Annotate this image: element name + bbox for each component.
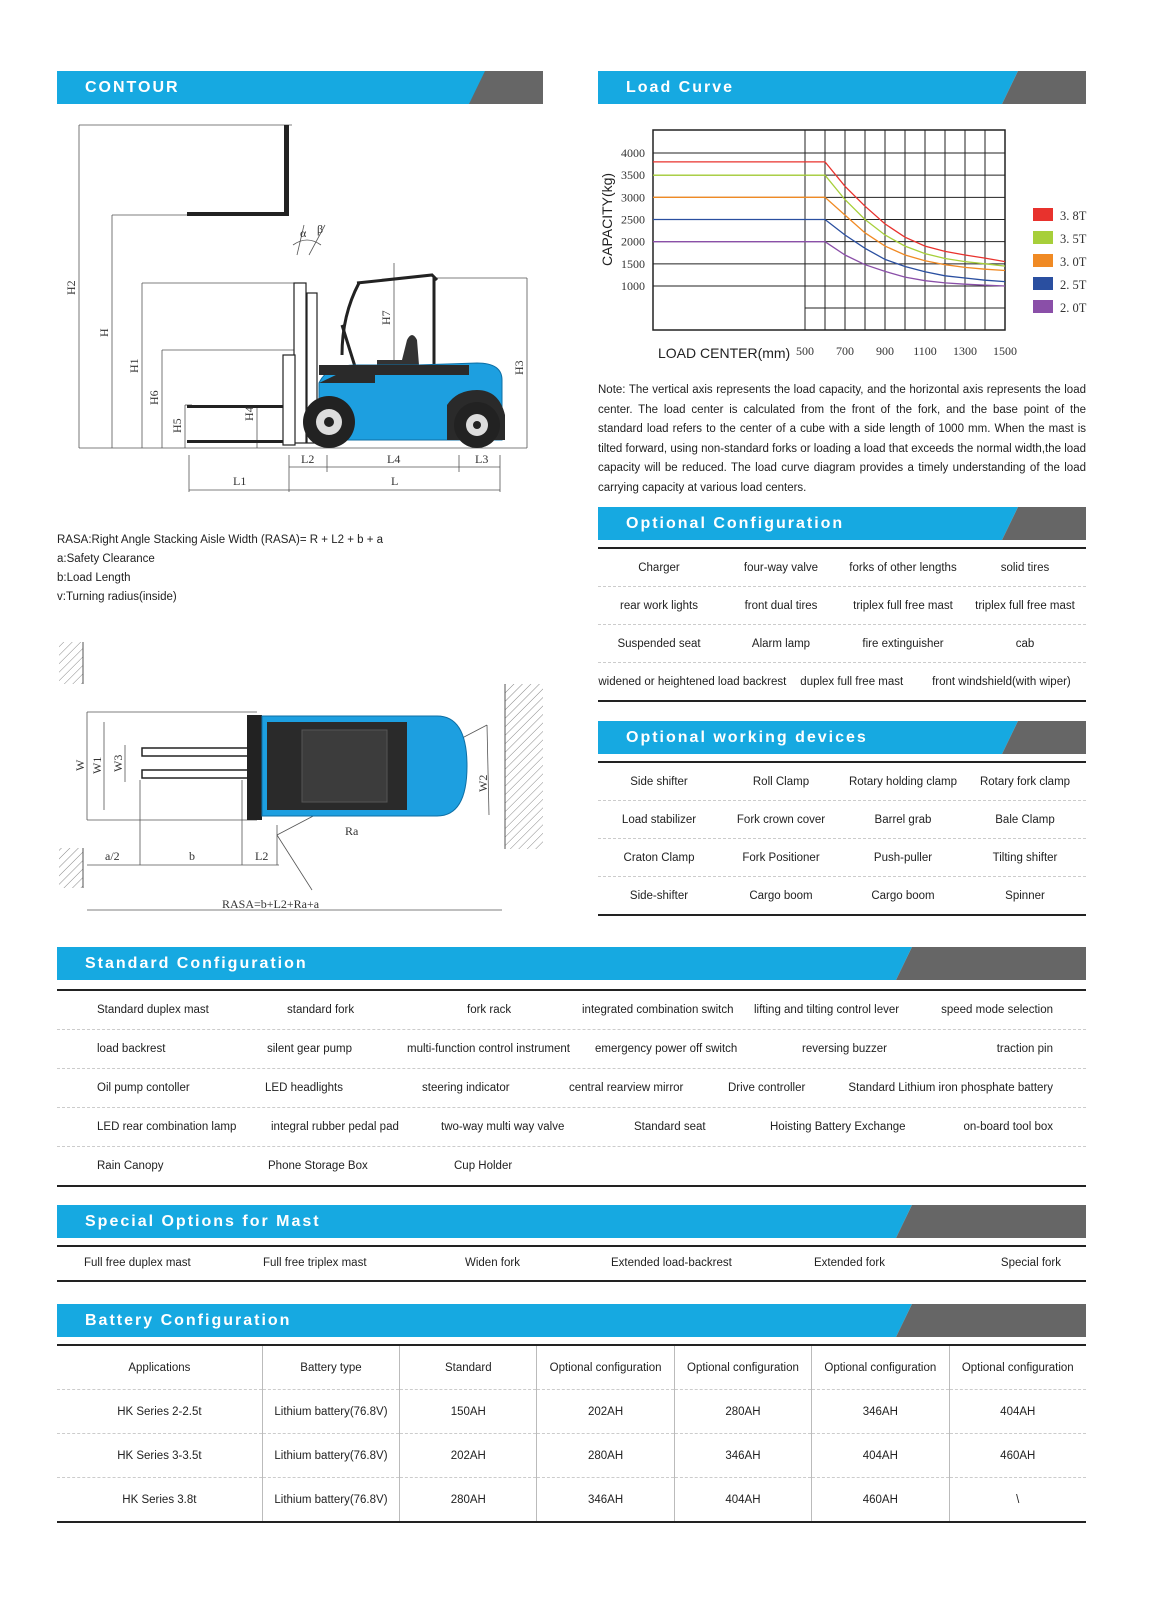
dim-label-beta: β (317, 222, 324, 236)
forklift-top-view-drawing (57, 640, 557, 930)
dim-label-a2: a/2 (105, 849, 120, 863)
chart-legend-label: 3. 5T (1060, 232, 1087, 246)
table-cell: Standard duplex mast (97, 1004, 209, 1016)
table-cell: 202AH (400, 1434, 537, 1478)
chart-legend-swatch (1033, 277, 1053, 290)
dim-label-h7: H7 (379, 310, 393, 325)
chart-x-tick-label: 700 (836, 344, 854, 358)
chart-x-tick-label: 900 (876, 344, 894, 358)
table-cell: 202AH (537, 1390, 674, 1434)
load-curve-header (598, 71, 1086, 104)
dim-label-w1: W1 (90, 756, 104, 774)
table-cell: 346AH (674, 1434, 811, 1478)
table-cell: Full free triplex mast (263, 1257, 367, 1269)
table-cell: Push-puller (873, 851, 933, 864)
rasa-notes (57, 531, 383, 607)
table-row (598, 625, 1086, 663)
dim-label-l2: L2 (301, 452, 315, 466)
table-cell: Roll Clamp (752, 775, 810, 788)
table-row (57, 1030, 1086, 1069)
table-cell: Fork Positioner (742, 851, 820, 864)
load-curve-chart (598, 118, 1088, 368)
table-cell: LED rear combination lamp (97, 1121, 237, 1133)
dim-label-w3: W3 (111, 754, 125, 772)
table-cell: cab (1015, 637, 1035, 650)
table-cell: on-board tool box (963, 1121, 1053, 1133)
dim-label-alpha: α (300, 226, 307, 240)
standard-config-header (57, 947, 1086, 980)
dim-label-ra: Ra (345, 824, 359, 838)
table-cell: Oil pump contoller (97, 1082, 190, 1094)
table-row (57, 1108, 1086, 1147)
rasa-note: b:Load Length (57, 572, 131, 584)
table-cell: four-way valve (743, 561, 819, 574)
dim-label-h4: H4 (242, 406, 256, 421)
dim-label-h: H (97, 328, 111, 337)
table-cell: Craton Clamp (623, 851, 695, 864)
chart-legend-label: 3. 8T (1060, 209, 1087, 223)
table-header-cell: Optional configuration (812, 1345, 949, 1390)
table-cell: integrated combination switch (582, 1004, 734, 1016)
table-cell: Charger (638, 561, 680, 574)
optional-config-title: Optional Configuration (626, 515, 845, 532)
chart-legend-swatch (1033, 300, 1053, 313)
chart-series-line (653, 220, 1005, 282)
table-cell: rear work lights (620, 599, 698, 612)
special-mast-title: Special Options for Mast (85, 1213, 321, 1230)
optional-config-header (598, 507, 1086, 540)
table-cell: two-way multi way valve (441, 1121, 565, 1133)
table-cell: Hoisting Battery Exchange (770, 1121, 906, 1133)
table-cell: front windshield(with wiper) (932, 675, 1071, 688)
table-cell: traction pin (996, 1043, 1053, 1055)
table-cell: Cargo boom (749, 889, 813, 902)
dim-label-l4: L4 (387, 452, 401, 466)
table-cell: Lithium battery(76.8V) (262, 1478, 399, 1523)
table-cell: Alarm lamp (751, 637, 811, 650)
table-cell: Suspended seat (617, 637, 701, 650)
dim-label-h6: H6 (147, 390, 161, 405)
load-curve-note: Note: The vertical axis represents the load capacity, and the horizontal axis represents the load center. The load center is calculated from the front of the fork, and the base point of the standard load refers to the center of a cube with a side length of 1000 mm. When the mast is tilted forward, using non-standard forks or loading a load that exceeds the normal width,the load capacity will be reduced. The load curve diagram provides a timely understanding of the load carrying capacity at various load centers. (598, 384, 1086, 494)
table-row (57, 991, 1086, 1030)
optional-config-table (598, 547, 1086, 702)
chart-y-tick-label: 1000 (621, 279, 645, 293)
chart-x-tick-label: 1500 (993, 344, 1017, 358)
table-cell: central rearview mirror (569, 1082, 684, 1094)
table-row (57, 1434, 1086, 1478)
dim-label-l2-top: L2 (255, 849, 269, 863)
table-cell: Lithium battery(76.8V) (262, 1434, 399, 1478)
table-cell: Spinner (1005, 889, 1045, 902)
table-row (57, 1390, 1086, 1434)
special-mast-header (57, 1205, 1086, 1238)
chart-y-tick-label: 3000 (621, 190, 645, 205)
table-cell: duplex full free mast (800, 675, 904, 688)
rasa-note: RASA:Right Angle Stacking Aisle Width (RASA)= R + L2 + b + a (57, 534, 383, 546)
table-cell: LED headlights (265, 1082, 343, 1094)
contour-title: CONTOUR (85, 79, 180, 96)
table-row (598, 587, 1086, 625)
chart-plot-frame (653, 130, 1005, 330)
dim-label-w2: W2 (476, 774, 490, 792)
table-cell: front dual tires (744, 599, 818, 612)
chart-legend-label: 3. 0T (1060, 255, 1087, 269)
special-mast-table (57, 1245, 1086, 1282)
dim-label-l3: L3 (475, 452, 489, 466)
table-cell: Rain Canopy (97, 1160, 164, 1172)
chart-y-tick-label: 2000 (621, 234, 645, 249)
table-cell: Drive controller (728, 1082, 806, 1094)
optional-devices-header (598, 721, 1086, 754)
dim-label-h5: H5 (170, 418, 184, 433)
table-cell: 404AH (674, 1478, 811, 1523)
table-cell: Side-shifter (629, 889, 689, 902)
table-cell: lifting and tilting control lever (754, 1004, 900, 1016)
table-cell: Widen fork (465, 1257, 520, 1269)
table-cell: triplex full free mast (975, 599, 1075, 612)
table-cell: Extended fork (814, 1257, 885, 1269)
chart-y-tick-label: 3500 (621, 168, 645, 183)
table-cell: Lithium battery(76.8V) (262, 1390, 399, 1434)
chart-series-line (653, 162, 1005, 262)
forklift-side-view-drawing (57, 115, 547, 505)
contour-header (57, 71, 543, 104)
table-cell: emergency power off switch (595, 1043, 738, 1055)
dim-label-h1: H1 (127, 358, 141, 373)
table-cell: fire extinguisher (862, 637, 944, 650)
chart-legend-swatch (1033, 208, 1053, 221)
table-cell: Extended load-backrest (611, 1257, 732, 1269)
table-row (598, 763, 1086, 801)
chart-x-tick-label: 1100 (913, 344, 937, 358)
table-cell: 346AH (537, 1478, 674, 1523)
table-row (57, 1247, 1086, 1280)
table-header-cell: Battery type (262, 1345, 399, 1390)
table-row (598, 549, 1086, 587)
table-cell: Special fork (1000, 1257, 1061, 1269)
table-header-cell: Optional configuration (949, 1345, 1086, 1390)
dim-label-w: W (73, 759, 87, 771)
table-cell: reversing buzzer (802, 1043, 888, 1055)
table-cell: 404AH (812, 1434, 949, 1478)
table-row (598, 839, 1086, 877)
table-cell: Standard Lithium iron phosphate battery (848, 1082, 1053, 1094)
table-cell: HK Series 3-3.5t (57, 1434, 262, 1478)
chart-y-tick-label: 2500 (621, 212, 645, 227)
chart-legend-swatch (1033, 254, 1053, 267)
table-cell: 280AH (537, 1434, 674, 1478)
table-cell: multi-function control instrument (407, 1043, 570, 1055)
table-cell: Fork crown cover (736, 813, 826, 826)
table-header-cell: Optional configuration (674, 1345, 811, 1390)
table-header-row (57, 1345, 1086, 1390)
table-cell: Phone Storage Box (268, 1160, 368, 1172)
dim-label-l: L (391, 474, 399, 488)
chart-y-tick-label: 4000 (621, 146, 645, 160)
rasa-note: v:Turning radius(inside) (57, 591, 177, 603)
table-cell: Rotary fork clamp (979, 775, 1071, 788)
battery-config-title: Battery Configuration (85, 1312, 292, 1329)
table-cell: steering indicator (422, 1082, 510, 1094)
chart-x-tick-label: 1300 (953, 344, 977, 358)
table-cell: Rotary holding clamp (848, 775, 958, 788)
table-cell: Standard seat (634, 1121, 706, 1133)
table-cell: Load stabilizer (621, 813, 697, 826)
chart-y-tick-label: 1500 (621, 256, 645, 271)
table-row (57, 1069, 1086, 1108)
table-cell: integral rubber pedal pad (271, 1121, 399, 1133)
table-row (57, 1147, 1086, 1185)
table-header-cell: Standard (400, 1345, 537, 1390)
dim-label-rasa: RASA=b+L2+Ra+a (222, 897, 320, 911)
table-cell: \ (1016, 1493, 1020, 1506)
table-cell: standard fork (287, 1004, 355, 1016)
table-cell: speed mode selection (941, 1004, 1053, 1016)
table-cell: solid tires (1000, 561, 1050, 574)
table-cell: 280AH (674, 1390, 811, 1434)
battery-config-header (57, 1304, 1086, 1337)
battery-config-table (57, 1344, 1086, 1523)
table-row (598, 801, 1086, 839)
table-cell: 460AH (812, 1478, 949, 1523)
dim-label-l1: L1 (233, 474, 247, 488)
table-header-cell: Optional configuration (537, 1345, 674, 1390)
standard-config-table (57, 989, 1086, 1187)
table-cell: 404AH (949, 1390, 1086, 1434)
table-cell: fork rack (467, 1004, 512, 1016)
chart-xlabel: LOAD CENTER(mm) (658, 345, 791, 361)
table-cell: Bale Clamp (995, 813, 1055, 826)
rasa-note: a:Safety Clearance (57, 553, 155, 565)
table-cell: 460AH (949, 1434, 1086, 1478)
load-curve-title: Load Curve (626, 79, 735, 96)
table-cell: forks of other lengths (849, 561, 957, 574)
table-row (598, 877, 1086, 914)
chart-legend-swatch (1033, 231, 1053, 244)
chart-legend-label: 2. 5T (1060, 278, 1087, 292)
table-cell: Cup Holder (454, 1160, 513, 1172)
chart-x-tick-label: 500 (796, 344, 814, 358)
table-cell: 280AH (400, 1478, 537, 1523)
dim-label-b: b (189, 849, 195, 863)
table-cell: Cargo boom (871, 889, 935, 902)
table-cell: 346AH (812, 1390, 949, 1434)
table-cell: HK Series 3.8t (57, 1478, 262, 1523)
table-row (57, 1478, 1086, 1523)
table-row (598, 663, 1086, 700)
table-cell: Full free duplex mast (84, 1257, 191, 1269)
table-cell: Side shifter (630, 775, 688, 788)
chart-ylabel: CAPACITY(kg) (599, 172, 615, 266)
table-cell: silent gear pump (267, 1043, 353, 1055)
optional-devices-table (598, 761, 1086, 916)
chart-legend-label: 2. 0T (1060, 301, 1087, 315)
table-cell: 150AH (400, 1390, 537, 1434)
table-cell: HK Series 2-2.5t (57, 1390, 262, 1434)
table-header-cell: Applications (57, 1345, 262, 1390)
standard-config-title: Standard Configuration (85, 955, 308, 972)
table-cell: widened or heightened load backrest (598, 675, 787, 688)
table-cell: load backrest (97, 1043, 166, 1055)
table-cell: Barrel grab (874, 813, 932, 826)
table-cell: triplex full free mast (853, 599, 953, 612)
dim-label-h2: H2 (64, 280, 78, 295)
optional-devices-title: Optional working devices (626, 729, 868, 746)
table-cell: Tilting shifter (992, 851, 1058, 864)
dim-label-h3: H3 (512, 360, 526, 375)
